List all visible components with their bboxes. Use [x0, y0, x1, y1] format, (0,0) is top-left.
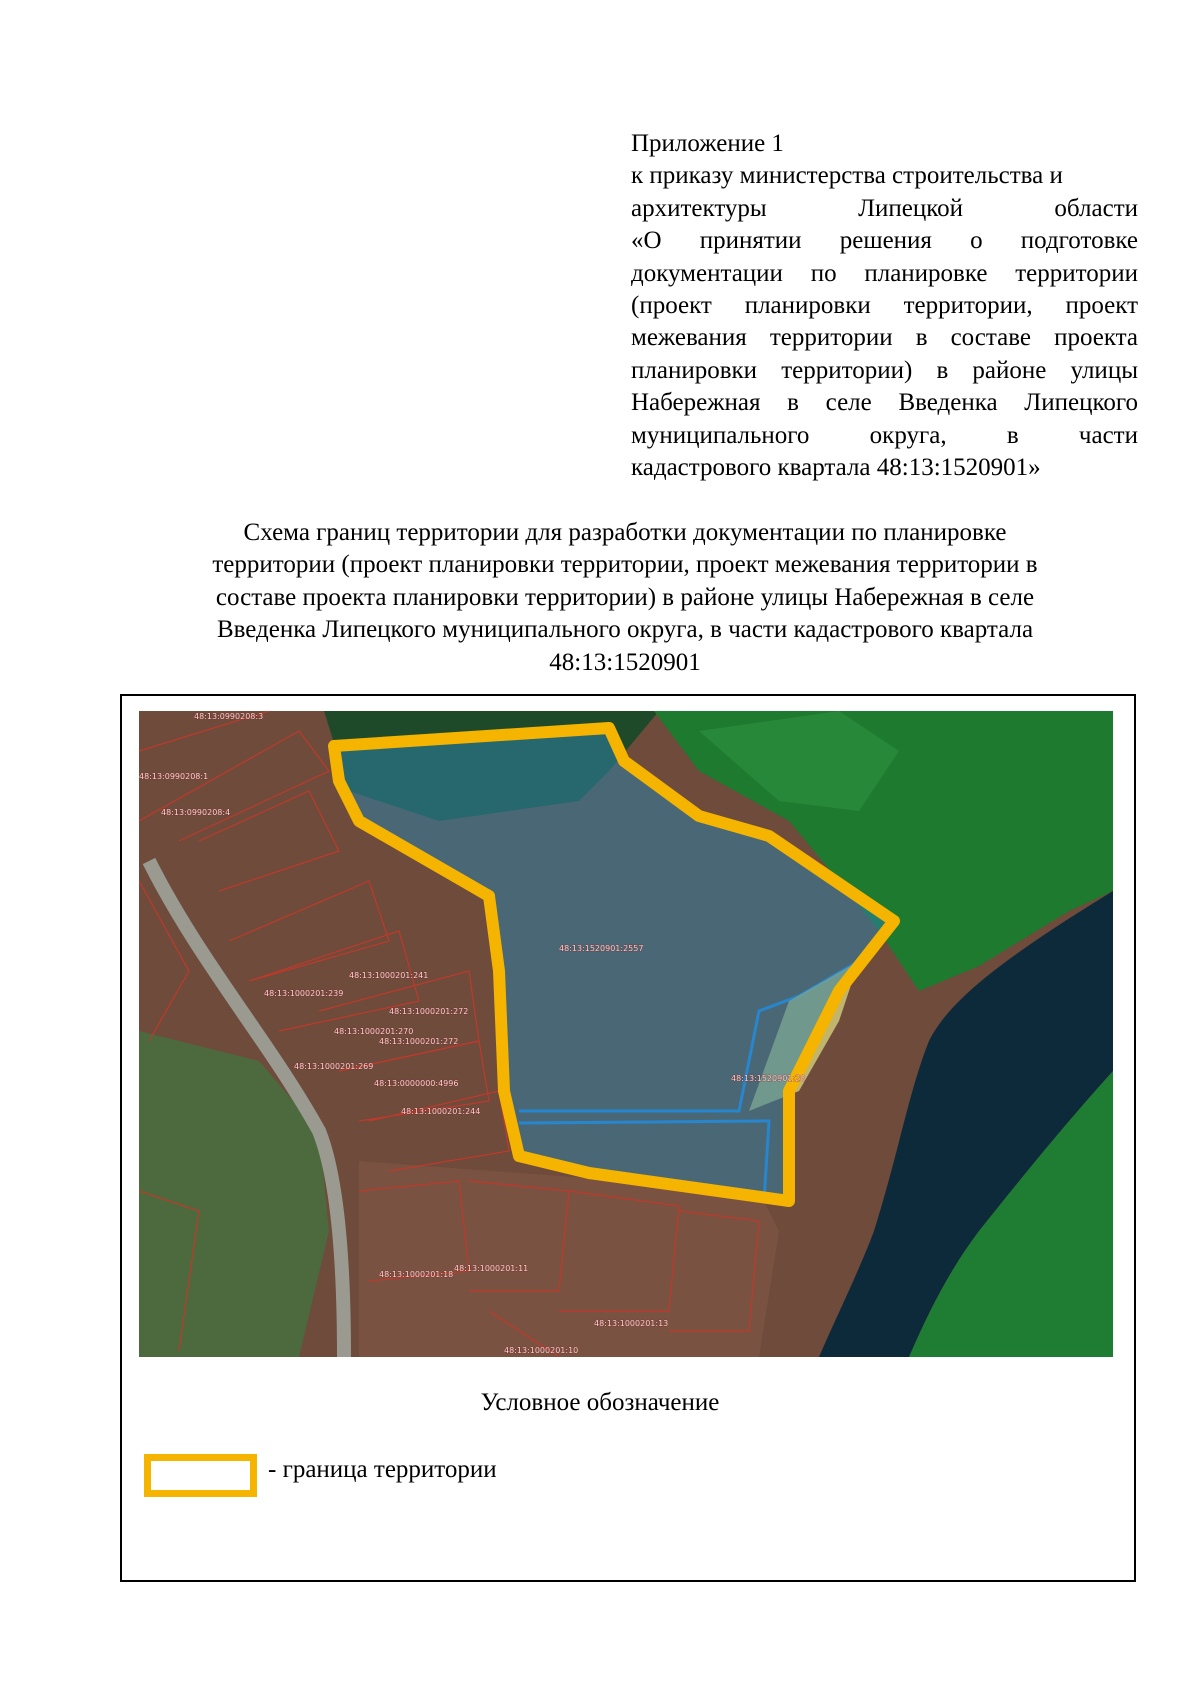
- appendix-line: планировки территории) в районе улицы: [631, 356, 1138, 384]
- legend-boundary-swatch: [144, 1454, 257, 1497]
- appendix-line: архитектуры Липецкой области: [631, 194, 1138, 222]
- cadastral-label: 48:13:0000000:4996: [374, 1079, 459, 1088]
- cadastral-label: 48:13:0990208:4: [161, 808, 231, 817]
- scheme-title-line: Схема границ территории для разработки документации по планировке: [243, 519, 1007, 546]
- cadastral-label: 48:13:1000201:272: [379, 1037, 459, 1046]
- cadastral-label: 48:13:1000201:269: [294, 1062, 374, 1071]
- cadastral-label: 48:13:1000201:11: [454, 1264, 529, 1273]
- cadastral-label: 48:13:1000201:241: [349, 971, 429, 980]
- scheme-title-line: Введенка Липецкого муниципального округа, в части кадастрового квартала: [216, 616, 1034, 644]
- appendix-line: кадастрового квартала 48:13:1520901»: [631, 454, 1041, 482]
- satellite-map: [139, 711, 1113, 1357]
- appendix-line: документации по планировке территории: [631, 259, 1138, 287]
- legend-title: Условное обозначение: [480, 1389, 720, 1416]
- appendix-line: Набережная в селе Введенка Липецкого: [631, 389, 1138, 417]
- cadastral-label: 48:13:1000201:244: [401, 1107, 481, 1116]
- appendix-line: муниципального округа, в части: [631, 421, 1138, 449]
- cadastral-label: 48:13:1520901:2557: [559, 944, 644, 953]
- legend-boundary-label: - граница территории: [268, 1456, 497, 1483]
- appendix-line: межевания территории в составе проекта: [631, 324, 1138, 352]
- cadastral-label: 48:13:1000201:13: [594, 1319, 669, 1328]
- cadastral-label: 48:13:1000201:272: [389, 1007, 469, 1016]
- cadastral-label: 48:13:1000201:239: [264, 989, 344, 998]
- cadastral-label: 48:13:0990208:3: [194, 712, 264, 721]
- cadastral-label: 48:13:1520901:28: [731, 1074, 806, 1083]
- scheme-title-line: территории (проект планировки территории, проект межевания территории в: [212, 551, 1038, 579]
- scheme-title-line: составе проекта планировки территории) в районе улицы Набережная в селе: [215, 583, 1035, 611]
- appendix-line: «О принятии решения о подготовке: [631, 227, 1138, 255]
- appendix-block: [631, 128, 1138, 484]
- cadastral-label: 48:13:1000201:18: [379, 1270, 454, 1279]
- scheme-title: [140, 517, 1110, 679]
- cadastral-label: 48:13:1000201:10: [504, 1346, 579, 1355]
- cadastral-label: 48:13:0990208:1: [139, 772, 209, 781]
- scheme-title-line: 48:13:1520901: [549, 648, 701, 676]
- appendix-line: к приказу министерства строительства и: [631, 162, 1063, 190]
- cadastral-label: 48:13:1000201:270: [334, 1027, 414, 1036]
- appendix-line: Приложение 1: [631, 130, 784, 157]
- appendix-line: (проект планировки территории, проект: [631, 292, 1138, 320]
